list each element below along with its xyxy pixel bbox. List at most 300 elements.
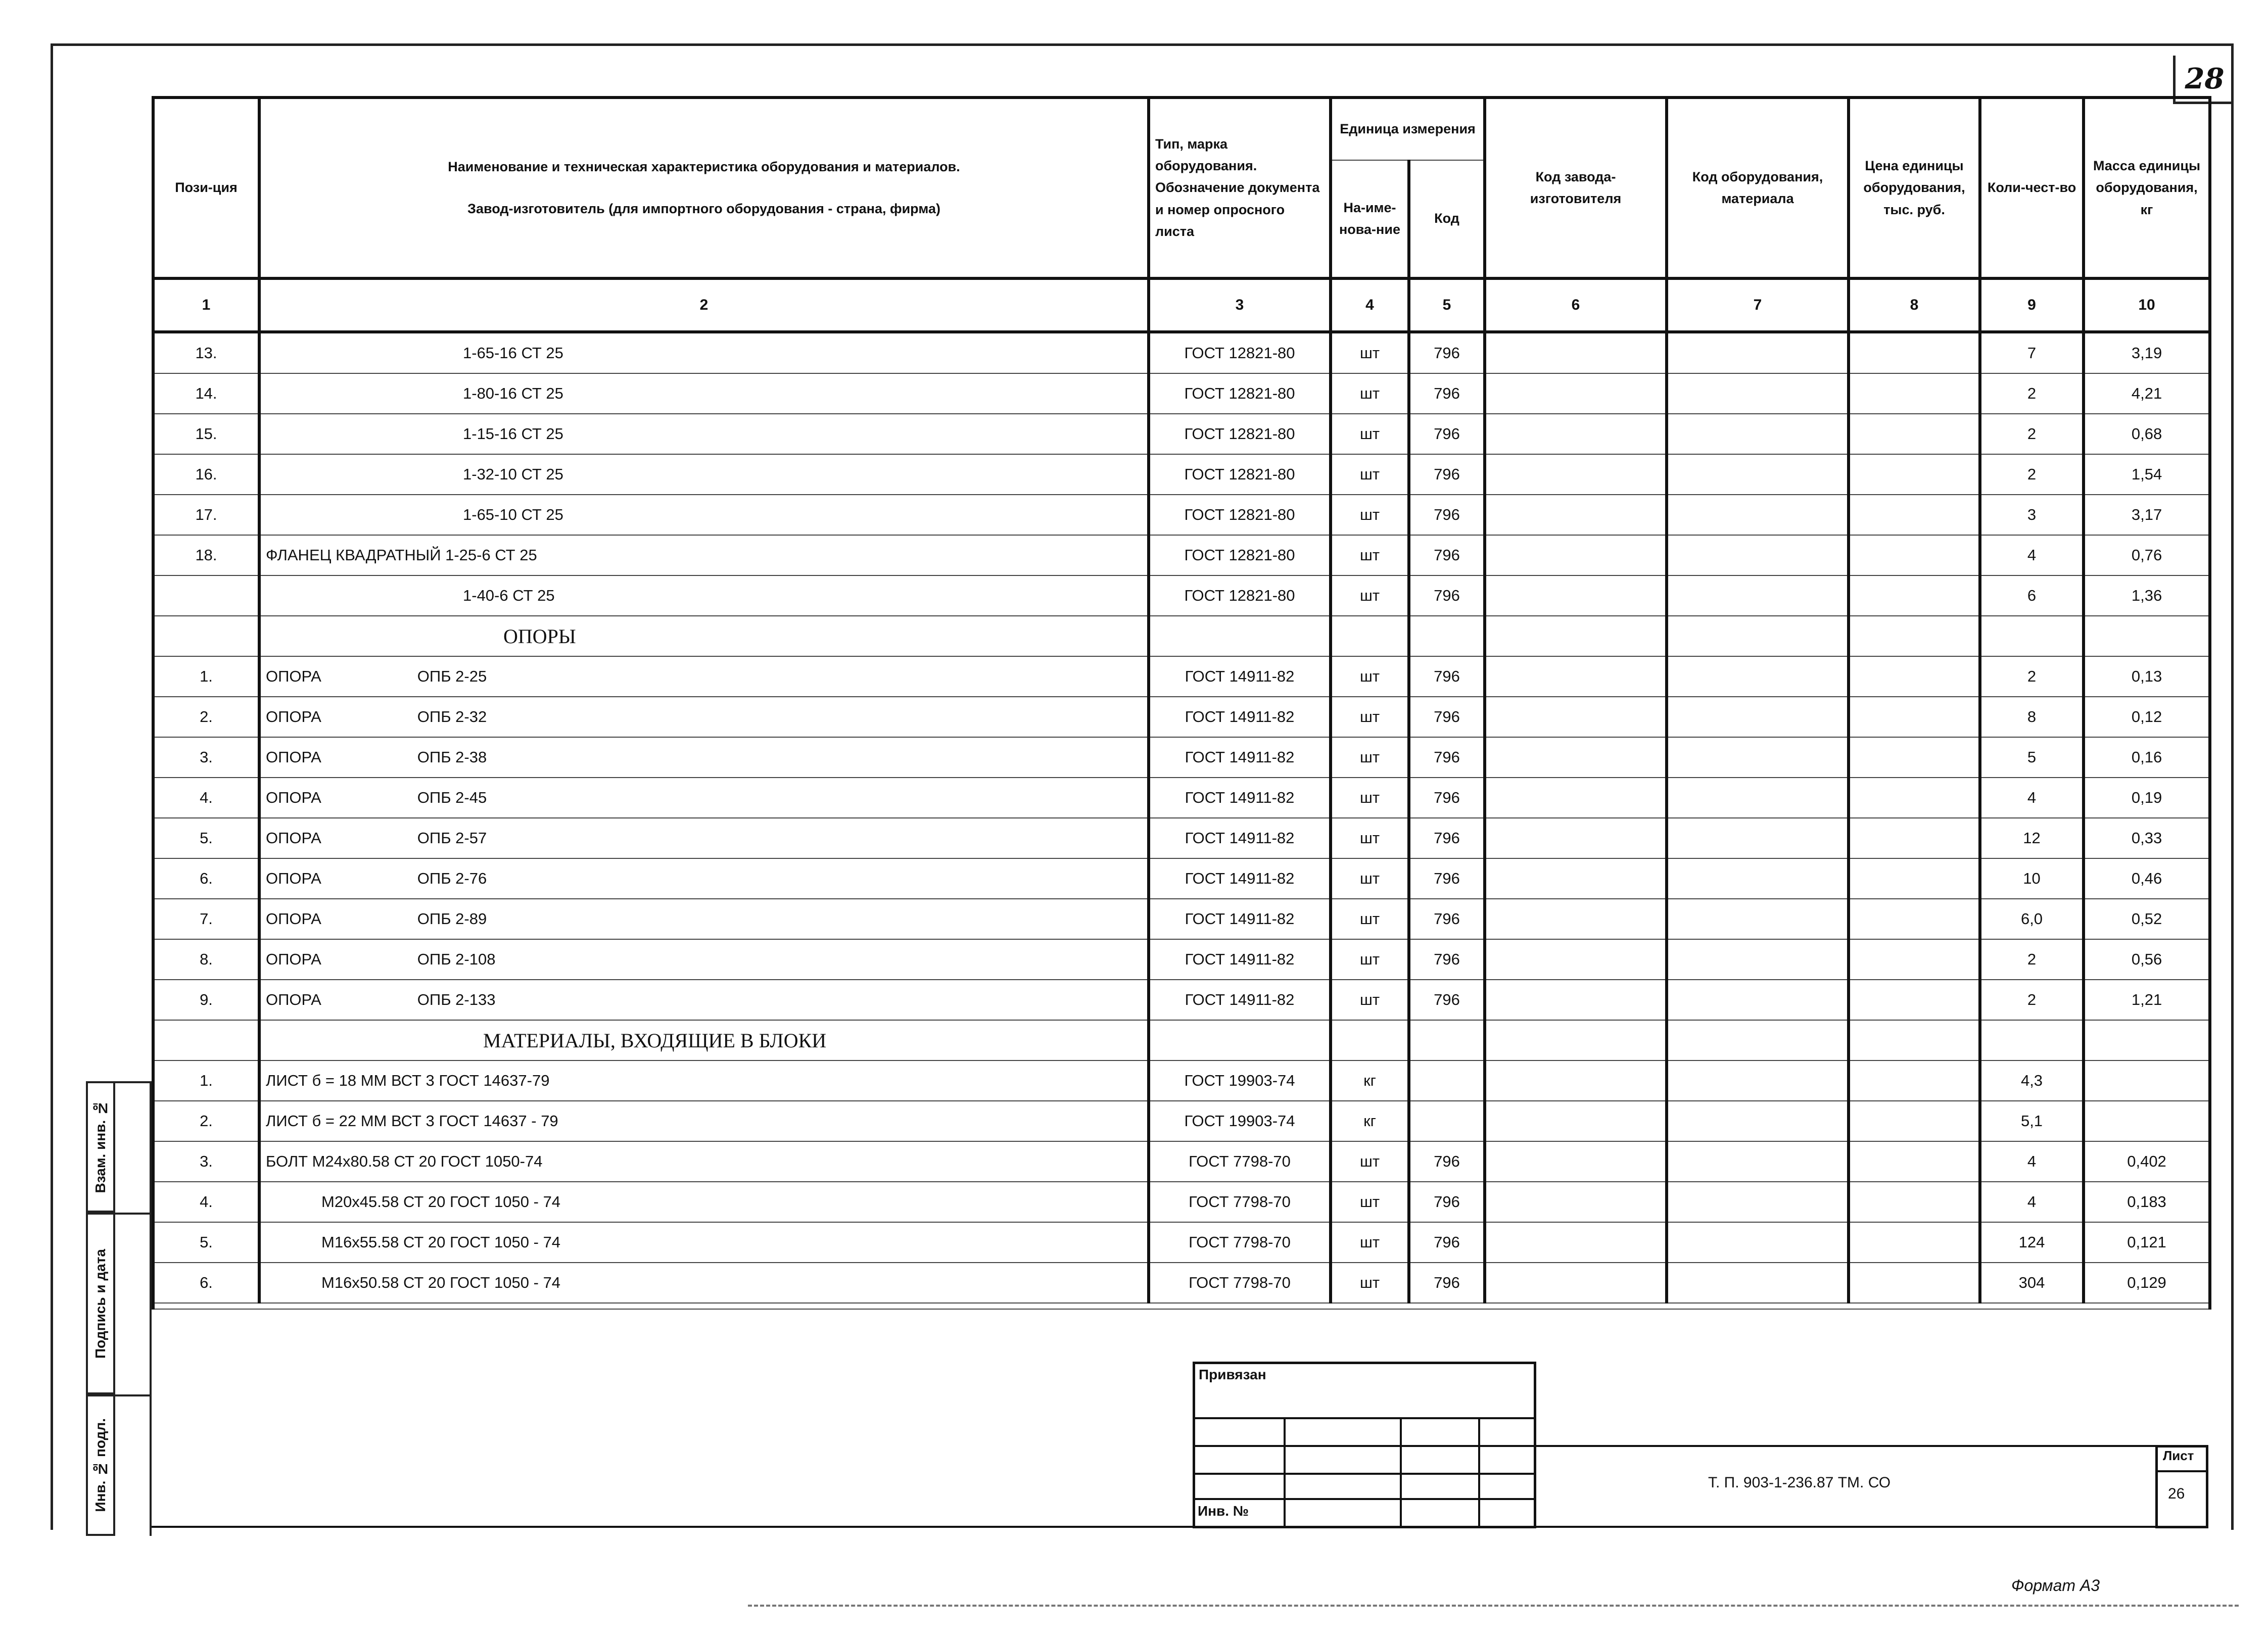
header-name (259, 98, 1149, 278)
section-heading: ОПОРЫ (259, 616, 1149, 656)
row-equipment-code (1667, 697, 1849, 737)
row-price (1849, 980, 1980, 1020)
blank-row (153, 1303, 2210, 1309)
row-unit-code: 796 (1409, 656, 1485, 697)
row-position: 1. (153, 656, 259, 697)
row-position: 15. (153, 414, 259, 454)
row-mass: 3,19 (2084, 332, 2210, 373)
column-number: 7 (1667, 278, 1849, 332)
header-name-line2: Завод-изготовитель (для импортного оборудования - страна, фирма) (467, 201, 940, 216)
row-position: 17. (153, 495, 259, 535)
table-row (153, 1101, 2210, 1141)
row-name (259, 1182, 1149, 1222)
row-factory-code (1485, 1141, 1667, 1182)
empty-cell (1409, 616, 1485, 656)
row-unit: шт (1331, 939, 1409, 980)
specification-table (152, 96, 2211, 1310)
row-name (259, 535, 1149, 575)
row-mark-text: ОПБ 2-45 (417, 789, 487, 806)
row-unit: шт (1331, 495, 1409, 535)
row-factory-code (1485, 1222, 1667, 1263)
stamp-line (1536, 1445, 2208, 1447)
row-name-text: 1-40-6 СТ 25 (463, 587, 555, 604)
row-unit: шт (1331, 373, 1409, 414)
row-document: ГОСТ 14911-82 (1149, 656, 1331, 697)
row-unit-code: 796 (1409, 939, 1485, 980)
row-position: 4. (153, 778, 259, 818)
row-name-text: М16х50.58 СТ 20 ГОСТ 1050 - 74 (321, 1274, 561, 1291)
row-document: ГОСТ 12821-80 (1149, 373, 1331, 414)
row-mark-text: ОПБ 2-89 (417, 910, 487, 928)
row-name-text: 1-80-16 СТ 25 (463, 384, 563, 402)
row-quantity: 2 (1980, 373, 2084, 414)
row-position: 6. (153, 858, 259, 899)
row-price (1849, 575, 1980, 616)
row-unit: шт (1331, 1263, 1409, 1303)
row-mass: 0,183 (2084, 1182, 2210, 1222)
table-row (153, 495, 2210, 535)
column-number: 10 (2084, 278, 2210, 332)
row-name (259, 980, 1149, 1020)
row-document: ГОСТ 7798-70 (1149, 1263, 1331, 1303)
row-name (259, 899, 1149, 939)
stamp-line (1400, 1417, 1402, 1528)
row-factory-code (1485, 899, 1667, 939)
row-equipment-code (1667, 332, 1849, 373)
row-quantity: 304 (1980, 1263, 2084, 1303)
row-equipment-code (1667, 858, 1849, 899)
row-price (1849, 332, 1980, 373)
row-document: ГОСТ 12821-80 (1149, 495, 1331, 535)
row-name (259, 373, 1149, 414)
table-row (153, 414, 2210, 454)
row-factory-code (1485, 373, 1667, 414)
section-heading: МАТЕРИАЛЫ, ВХОДЯЩИЕ В БЛОКИ (259, 1020, 1149, 1060)
empty-cell (1667, 1020, 1849, 1060)
row-price (1849, 1060, 1980, 1101)
row-position: 4. (153, 1182, 259, 1222)
row-unit-code: 796 (1409, 980, 1485, 1020)
row-mass: 0,46 (2084, 858, 2210, 899)
row-price (1849, 373, 1980, 414)
stamp-line (1478, 1417, 1480, 1528)
row-quantity: 124 (1980, 1222, 2084, 1263)
row-unit: шт (1331, 332, 1409, 373)
stamp-line (1193, 1417, 1536, 1419)
header-price: Цена единицы оборудования, тыс. руб. (1849, 98, 1980, 278)
row-document: ГОСТ 14911-82 (1149, 737, 1331, 778)
row-name-text: ОПОРА (266, 748, 321, 766)
table-row (153, 1222, 2210, 1263)
header-unit-name: На-име-нова-ние (1331, 160, 1409, 278)
row-mass: 0,52 (2084, 899, 2210, 939)
row-unit: шт (1331, 737, 1409, 778)
empty-cell (1849, 616, 1980, 656)
row-price (1849, 1101, 1980, 1141)
row-equipment-code (1667, 818, 1849, 858)
row-mass: 0,33 (2084, 818, 2210, 858)
row-factory-code (1485, 1263, 1667, 1303)
row-name (259, 575, 1149, 616)
row-name-text: ОПОРА (266, 910, 321, 928)
row-mass: 0,121 (2084, 1222, 2210, 1263)
header-unit-code: Код (1409, 160, 1485, 278)
row-name (259, 1263, 1149, 1303)
row-quantity: 5 (1980, 737, 2084, 778)
row-price (1849, 697, 1980, 737)
row-unit: кг (1331, 1101, 1409, 1141)
empty-cell (1485, 1020, 1667, 1060)
side-label-inv-podl: Инв. № подл. (86, 1394, 115, 1536)
row-position: 5. (153, 1222, 259, 1263)
frame-bottom-line (152, 1526, 2208, 1528)
side-field (115, 1081, 152, 1213)
header-row (153, 98, 2210, 160)
column-number: 4 (1331, 278, 1409, 332)
empty-cell (1149, 1020, 1331, 1060)
row-factory-code (1485, 697, 1667, 737)
row-document: ГОСТ 12821-80 (1149, 332, 1331, 373)
row-quantity: 2 (1980, 454, 2084, 495)
row-mass: 0,68 (2084, 414, 2210, 454)
stamp-line (1193, 1445, 1536, 1447)
column-number: 1 (153, 278, 259, 332)
table-row (153, 454, 2210, 495)
row-unit: шт (1331, 535, 1409, 575)
row-factory-code (1485, 495, 1667, 535)
empty-cell (153, 1020, 259, 1060)
row-mass: 0,76 (2084, 535, 2210, 575)
row-name-text: ОПОРА (266, 667, 321, 685)
row-mark-text: ОПБ 2-32 (417, 708, 487, 726)
row-equipment-code (1667, 373, 1849, 414)
row-mass: 1,36 (2084, 575, 2210, 616)
row-unit: шт (1331, 454, 1409, 495)
row-equipment-code (1667, 1182, 1849, 1222)
row-unit-code: 796 (1409, 1222, 1485, 1263)
row-mark-text: ОПБ 2-25 (417, 667, 487, 685)
row-factory-code (1485, 332, 1667, 373)
row-mass: 3,17 (2084, 495, 2210, 535)
row-quantity: 7 (1980, 332, 2084, 373)
table-row (153, 575, 2210, 616)
empty-cell (1980, 1020, 2084, 1060)
row-document: ГОСТ 14911-82 (1149, 899, 1331, 939)
row-document: ГОСТ 7798-70 (1149, 1182, 1331, 1222)
row-equipment-code (1667, 1101, 1849, 1141)
row-unit: шт (1331, 899, 1409, 939)
header-equipment-code: Код оборудования, материала (1667, 98, 1849, 278)
header-factory-code: Код завода-изготовителя (1485, 98, 1667, 278)
row-name-text: 1-65-16 СТ 25 (463, 344, 563, 362)
row-mass: 0,402 (2084, 1141, 2210, 1182)
side-label-vzam: Взам. инв. № (86, 1081, 115, 1213)
table-row (153, 656, 2210, 697)
row-price (1849, 414, 1980, 454)
row-price (1849, 1182, 1980, 1222)
row-unit-code: 796 (1409, 575, 1485, 616)
row-quantity: 3 (1980, 495, 2084, 535)
table-row (153, 1141, 2210, 1182)
row-position: 16. (153, 454, 259, 495)
row-factory-code (1485, 656, 1667, 697)
sheet-number-handwritten: 28 (2173, 56, 2234, 104)
row-name (259, 1222, 1149, 1263)
row-mass: 0,13 (2084, 656, 2210, 697)
row-unit-code: 796 (1409, 818, 1485, 858)
table-row (153, 332, 2210, 373)
row-position: 14. (153, 373, 259, 414)
row-name-text: ОПОРА (266, 991, 321, 1008)
row-name-text: М16х55.58 СТ 20 ГОСТ 1050 - 74 (321, 1233, 561, 1251)
side-signature-block (86, 1081, 152, 1536)
row-equipment-code (1667, 1141, 1849, 1182)
row-price (1849, 778, 1980, 818)
row-equipment-code (1667, 495, 1849, 535)
row-equipment-code (1667, 737, 1849, 778)
row-unit-code: 796 (1409, 858, 1485, 899)
row-factory-code (1485, 535, 1667, 575)
row-name (259, 1060, 1149, 1101)
row-quantity: 2 (1980, 980, 2084, 1020)
row-factory-code (1485, 1182, 1667, 1222)
row-price (1849, 656, 1980, 697)
row-mass: 4,21 (2084, 373, 2210, 414)
row-document: ГОСТ 19903-74 (1149, 1060, 1331, 1101)
row-price (1849, 858, 1980, 899)
stamp-line (2155, 1470, 2208, 1472)
row-position (153, 575, 259, 616)
row-document: ГОСТ 12821-80 (1149, 535, 1331, 575)
row-factory-code (1485, 980, 1667, 1020)
row-position: 6. (153, 1263, 259, 1303)
row-factory-code (1485, 939, 1667, 980)
trim-line (748, 1605, 2239, 1607)
row-position: 5. (153, 818, 259, 858)
row-mark-text: ОПБ 2-57 (417, 829, 487, 847)
row-name-text: 1-15-16 СТ 25 (463, 425, 563, 443)
row-equipment-code (1667, 778, 1849, 818)
table-row (153, 535, 2210, 575)
row-name (259, 1141, 1149, 1182)
row-document: ГОСТ 12821-80 (1149, 454, 1331, 495)
row-factory-code (1485, 575, 1667, 616)
row-price (1849, 535, 1980, 575)
row-mass: 1,21 (2084, 980, 2210, 1020)
row-unit: шт (1331, 778, 1409, 818)
row-unit: шт (1331, 656, 1409, 697)
list-number: 26 (2168, 1485, 2185, 1502)
row-price (1849, 899, 1980, 939)
row-factory-code (1485, 1101, 1667, 1141)
row-unit: шт (1331, 980, 1409, 1020)
side-label-podpis: Подпись и дата (86, 1213, 115, 1394)
document-code: Т. П. 903-1-236.87 ТМ. СО (1708, 1474, 1891, 1491)
table-row (153, 1182, 2210, 1222)
row-name-text: ЛИСТ б = 18 ММ ВСТ 3 ГОСТ 14637-79 (266, 1072, 550, 1089)
row-name-text: М20х45.58 СТ 20 ГОСТ 1050 - 74 (321, 1193, 561, 1211)
header-unit-group: Единица измерения (1331, 98, 1485, 160)
row-price (1849, 939, 1980, 980)
row-factory-code (1485, 1060, 1667, 1101)
row-name (259, 778, 1149, 818)
row-equipment-code (1667, 414, 1849, 454)
row-unit-code: 796 (1409, 697, 1485, 737)
row-name-text: ОПОРА (266, 870, 321, 887)
row-document: ГОСТ 7798-70 (1149, 1222, 1331, 1263)
side-field (115, 1213, 152, 1394)
column-number: 8 (1849, 278, 1980, 332)
row-name (259, 656, 1149, 697)
row-unit: шт (1331, 818, 1409, 858)
row-mark-text: ОПБ 2-38 (417, 748, 487, 766)
row-position: 3. (153, 737, 259, 778)
row-quantity: 4 (1980, 778, 2084, 818)
column-number: 3 (1149, 278, 1331, 332)
row-name (259, 332, 1149, 373)
row-quantity: 2 (1980, 414, 2084, 454)
row-unit-code: 796 (1409, 373, 1485, 414)
row-unit: шт (1331, 1222, 1409, 1263)
table-row (153, 697, 2210, 737)
row-equipment-code (1667, 1060, 1849, 1101)
row-unit-code (1409, 1060, 1485, 1101)
row-position: 8. (153, 939, 259, 980)
row-name (259, 495, 1149, 535)
row-name-text: 1-65-10 СТ 25 (463, 506, 563, 523)
section-heading-row (153, 1020, 2210, 1060)
empty-cell (1331, 616, 1409, 656)
row-position: 7. (153, 899, 259, 939)
row-unit: шт (1331, 858, 1409, 899)
row-name-text: ОПОРА (266, 950, 321, 968)
row-factory-code (1485, 778, 1667, 818)
row-price (1849, 818, 1980, 858)
row-name-text: 1-32-10 СТ 25 (463, 465, 563, 483)
row-unit: шт (1331, 575, 1409, 616)
row-unit-code: 796 (1409, 454, 1485, 495)
row-quantity: 6 (1980, 575, 2084, 616)
blank-cell (153, 1303, 2210, 1309)
row-price (1849, 1141, 1980, 1182)
column-number: 2 (259, 278, 1149, 332)
row-mass (2084, 1060, 2210, 1101)
row-quantity: 4 (1980, 535, 2084, 575)
row-quantity: 4 (1980, 1141, 2084, 1182)
privyazan-label: Привязан (1199, 1367, 1266, 1382)
row-equipment-code (1667, 1263, 1849, 1303)
empty-cell (1149, 616, 1331, 656)
empty-cell (1485, 616, 1667, 656)
row-mass (2084, 1101, 2210, 1141)
row-unit-code (1409, 1101, 1485, 1141)
row-name-text: БОЛТ М24х80.58 СТ 20 ГОСТ 1050-74 (266, 1152, 543, 1170)
row-equipment-code (1667, 899, 1849, 939)
empty-cell (1849, 1020, 1980, 1060)
table-body (153, 332, 2210, 1309)
row-name (259, 818, 1149, 858)
row-quantity: 6,0 (1980, 899, 2084, 939)
row-position: 2. (153, 1101, 259, 1141)
empty-cell (153, 616, 259, 656)
table-row (153, 1263, 2210, 1303)
row-equipment-code (1667, 454, 1849, 495)
row-unit: шт (1331, 1182, 1409, 1222)
row-quantity: 5,1 (1980, 1101, 2084, 1141)
row-unit: шт (1331, 414, 1409, 454)
row-price (1849, 1263, 1980, 1303)
row-quantity: 2 (1980, 939, 2084, 980)
row-unit-code: 796 (1409, 899, 1485, 939)
table-row (153, 1060, 2210, 1101)
row-document: ГОСТ 14911-82 (1149, 980, 1331, 1020)
row-quantity: 12 (1980, 818, 2084, 858)
row-factory-code (1485, 737, 1667, 778)
header-type: Тип, марка оборудования. Обозначение документа и номер опросного листа (1149, 98, 1331, 278)
table-row (153, 939, 2210, 980)
row-name (259, 737, 1149, 778)
row-position: 13. (153, 332, 259, 373)
row-unit-code: 796 (1409, 495, 1485, 535)
side-field (115, 1394, 152, 1536)
row-price (1849, 454, 1980, 495)
row-quantity: 4 (1980, 1182, 2084, 1222)
empty-cell (1331, 1020, 1409, 1060)
table-row (153, 858, 2210, 899)
row-quantity: 8 (1980, 697, 2084, 737)
column-number-row (153, 278, 2210, 332)
row-position: 3. (153, 1141, 259, 1182)
row-equipment-code (1667, 656, 1849, 697)
row-unit: шт (1331, 1141, 1409, 1182)
empty-cell (2084, 616, 2210, 656)
table-row (153, 980, 2210, 1020)
column-number: 9 (1980, 278, 2084, 332)
table-row (153, 778, 2210, 818)
row-mass: 0,16 (2084, 737, 2210, 778)
empty-cell (1409, 1020, 1485, 1060)
row-name (259, 697, 1149, 737)
row-document: ГОСТ 7798-70 (1149, 1141, 1331, 1182)
row-mark-text: ОПБ 2-108 (417, 950, 496, 968)
row-position: 18. (153, 535, 259, 575)
row-document: ГОСТ 12821-80 (1149, 414, 1331, 454)
row-factory-code (1485, 414, 1667, 454)
row-name-text: ЛИСТ б = 22 ММ ВСТ 3 ГОСТ 14637 - 79 (266, 1112, 558, 1130)
row-factory-code (1485, 454, 1667, 495)
row-document: ГОСТ 14911-82 (1149, 858, 1331, 899)
empty-cell (1980, 616, 2084, 656)
header-mass: Масса единицы оборудования, кг (2084, 98, 2210, 278)
row-price (1849, 1222, 1980, 1263)
empty-cell (2084, 1020, 2210, 1060)
header-quantity: Коли-чест-во (1980, 98, 2084, 278)
row-document: ГОСТ 14911-82 (1149, 818, 1331, 858)
row-unit-code: 796 (1409, 1141, 1485, 1182)
row-unit-code: 796 (1409, 332, 1485, 373)
row-equipment-code (1667, 575, 1849, 616)
column-number: 5 (1409, 278, 1485, 332)
row-mark-text: ОПБ 2-133 (417, 991, 496, 1008)
stamp-line (1193, 1498, 1536, 1500)
row-document: ГОСТ 12821-80 (1149, 575, 1331, 616)
row-document: ГОСТ 14911-82 (1149, 697, 1331, 737)
row-document: ГОСТ 14911-82 (1149, 939, 1331, 980)
row-unit: шт (1331, 697, 1409, 737)
row-mark-text: ОПБ 2-76 (417, 870, 487, 887)
row-unit-code: 796 (1409, 1263, 1485, 1303)
table-row (153, 737, 2210, 778)
